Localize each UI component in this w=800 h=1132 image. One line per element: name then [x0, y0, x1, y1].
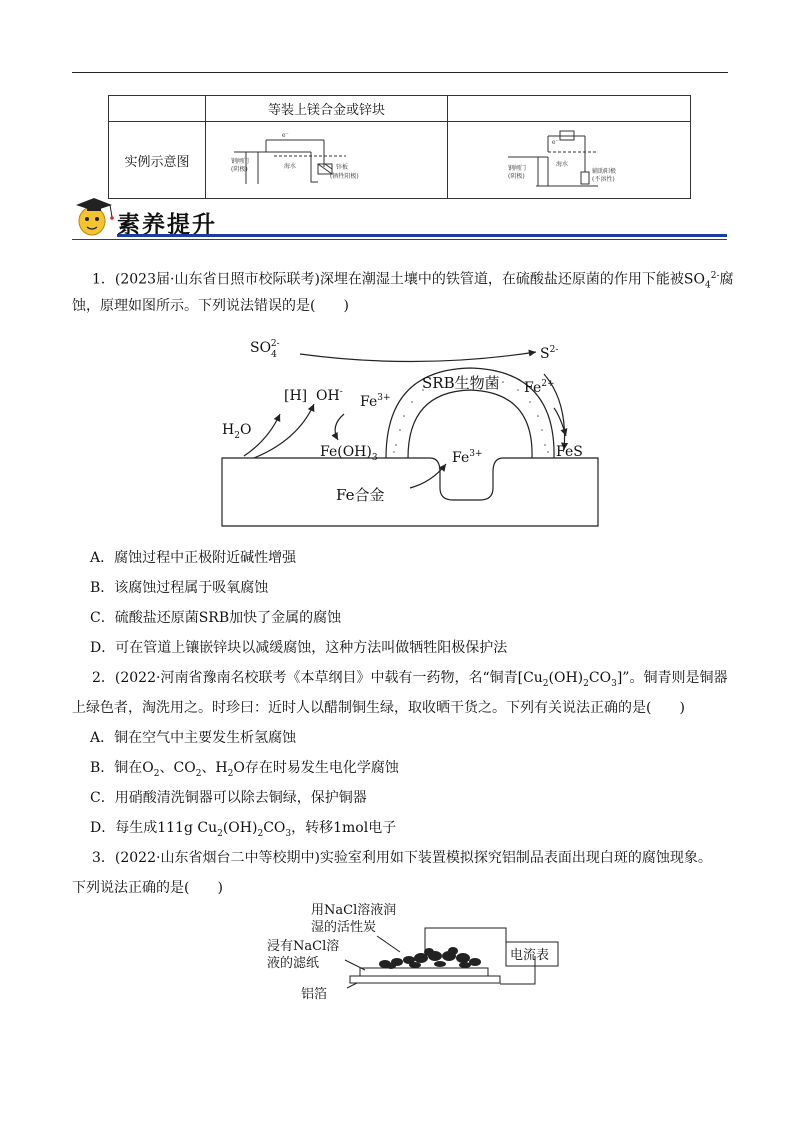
svg-text:SO42-: $SO_42-$ [250, 339, 280, 360]
section-rule-thin [72, 239, 727, 240]
svg-text:FeS: FeS [556, 444, 583, 460]
table-cell-label: 实例示意图 [109, 122, 206, 199]
q1-stem-line2: 蚀，原理如图所示。下列说法错误的是( ) [72, 298, 349, 314]
scholar-mascot-icon [70, 195, 116, 239]
svg-text:钢闸门: 钢闸门 [508, 165, 527, 172]
protection-table [108, 95, 691, 199]
svg-text:Fe3+: $Fe^{3+}$ [360, 393, 391, 410]
svg-text:钢闸门: 钢闸门 [231, 158, 250, 165]
q2-option-a: A．铜在空气中主要发生析氢腐蚀 [90, 730, 297, 746]
svg-text:e⁻: e⁻ [552, 139, 559, 146]
q2-stem-line1: 2．(2022·河南省豫南名校联考《本草纲目》中载有一药物，名“铜青$[Cu_2(OH)_2CO_3]$”。铜青则是铜器 [92, 670, 728, 689]
section-title: 素养提升 [117, 212, 217, 238]
svg-text:海水: 海水 [556, 161, 569, 168]
activated-carbon [379, 947, 481, 969]
svg-text:(阴极): (阴极) [231, 166, 248, 173]
q2-stem-line2: 上绿色者，淘洗用之。时珍曰：近时人以醋制铜生绿，取收晒干货之。下列有关说法正确的是( ) [72, 700, 685, 716]
q1-option-b: B．该腐蚀过程属于吸氧腐蚀 [90, 580, 269, 596]
q2-option-d: D．每生成111g $Cu_2(OH)_2CO_3$，转移1mol电子 [90, 820, 397, 839]
table-cell-method: 等装上镁合金或锌块 [206, 96, 448, 122]
q1-option-d: D．可在管道上镶嵌锌块以减缓腐蚀，这种方法叫做牺牲阳极保护法 [90, 640, 508, 656]
svg-text:H2O: $H_2O$ [222, 422, 252, 441]
sacrificial-anode-diagram [206, 122, 447, 194]
svg-text:铝箔: 铝箔 [301, 987, 328, 1002]
svg-text:液的滤纸: 液的滤纸 [267, 956, 320, 971]
q2-option-c: C．用硝酸清洗铜器可以除去铜绿，保护铜器 [90, 790, 367, 806]
q1-corrosion-diagram [218, 330, 610, 535]
svg-text:用NaCl溶液润: 用NaCl溶液润 [311, 903, 397, 918]
section-rule-blue [117, 234, 727, 237]
svg-text:(牺牲阳极): (牺牲阳极) [330, 173, 359, 180]
table-cell-empty [448, 96, 691, 122]
svg-text:锌板: 锌板 [336, 164, 349, 171]
svg-text:(阴极): (阴极) [508, 173, 525, 180]
svg-text:SRB生物菌: SRB生物菌 [422, 374, 500, 392]
svg-text:Fe(OH)3: $Fe(OH)_3$ [320, 444, 378, 463]
q1-option-a: A．腐蚀过程中正极附近碱性增强 [90, 550, 297, 566]
svg-text:(不溶性): (不溶性) [592, 176, 615, 183]
table-cell-fig-impressed [448, 122, 691, 199]
svg-text:OH-: OH- [316, 387, 343, 404]
svg-text:浸有NaCl溶: 浸有NaCl溶 [267, 939, 340, 954]
svg-text:e⁻: e⁻ [282, 132, 289, 139]
svg-text:辅助阳极: 辅助阳极 [592, 168, 617, 175]
svg-text:电流表: 电流表 [510, 948, 550, 963]
q3-apparatus-diagram [265, 898, 585, 1008]
q1-option-c: C．硫酸盐还原菌SRB加快了金属的腐蚀 [90, 610, 342, 626]
svg-text:Fe3+: $Fe^{3+}$ [452, 449, 483, 466]
svg-text:海水: 海水 [284, 163, 297, 170]
q1-stem-line1: 1．(2023届·山东省日照市校际联考)深埋在潮湿土壤中的铁管道，在硫酸盐还原菌的作用下能被$SO_4^{2-}$腐 [92, 271, 734, 291]
q3-stem-line2: 下列说法正确的是( ) [72, 880, 223, 896]
svg-text:Fe2+: $Fe^{2+}$ [524, 379, 555, 396]
table-cell-empty [109, 96, 206, 122]
svg-text:[H]: [H] [284, 388, 308, 404]
impressed-current-diagram [448, 122, 690, 194]
header-rule [72, 72, 728, 73]
q2-option-b: B．铜在$O_2$、$CO_2$、$H_2O$存在时易发生电化学腐蚀 [90, 760, 399, 779]
svg-text:湿的活性炭: 湿的活性炭 [311, 920, 377, 935]
svg-text:S2-: $S^{2-}$ [540, 345, 559, 362]
table-cell-fig-sacrificial [206, 122, 448, 199]
svg-text:Fe合金: Fe合金 [336, 486, 385, 504]
q3-stem-line1: 3．(2022·山东省烟台二中等校期中)实验室利用如下装置模拟探究铝制品表面出现白斑的腐蚀现象。 [92, 850, 712, 866]
